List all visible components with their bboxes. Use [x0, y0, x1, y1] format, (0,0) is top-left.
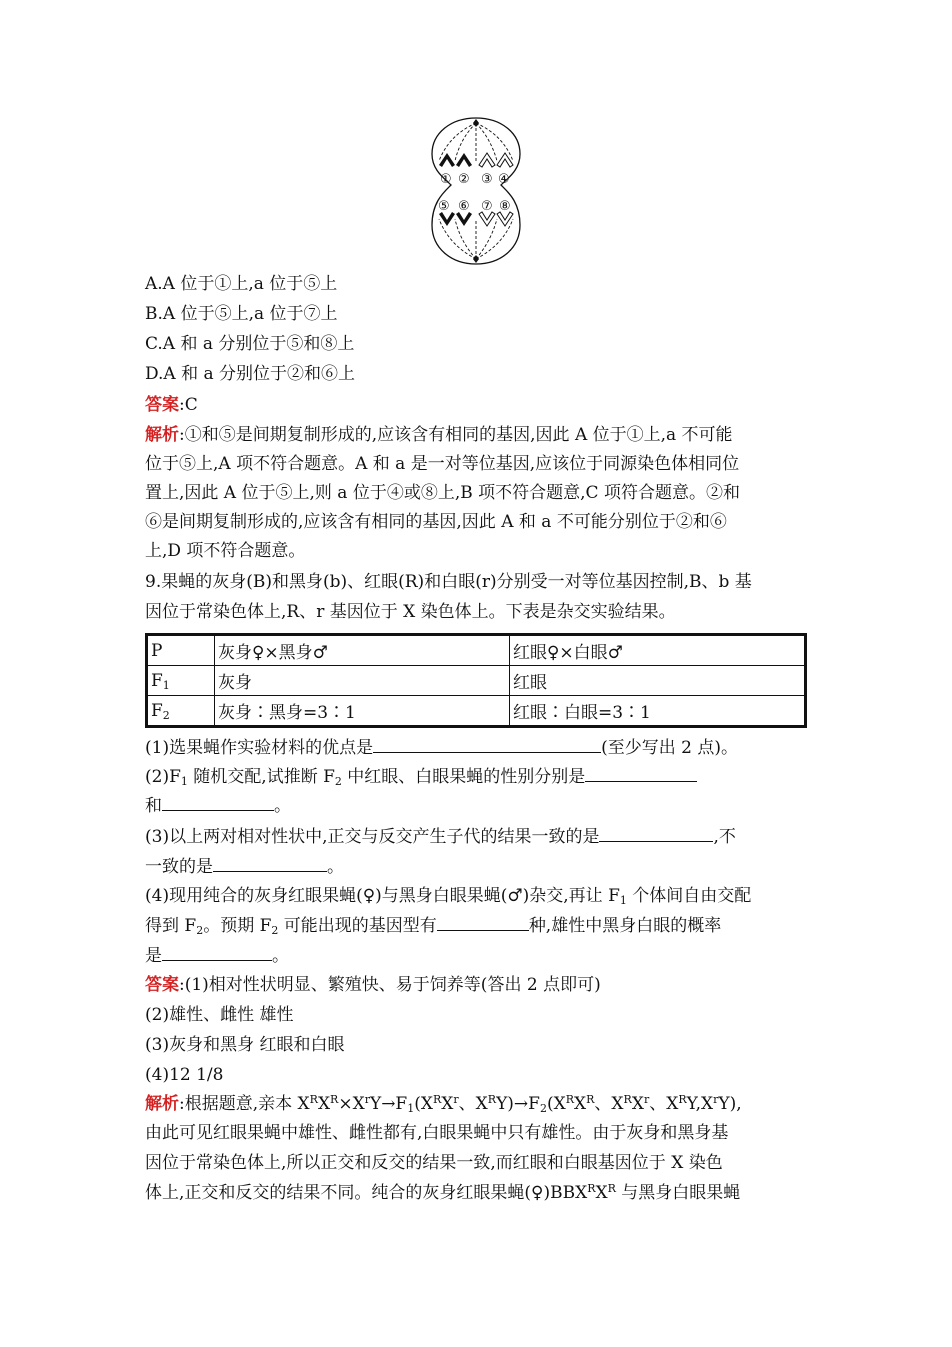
table-cell-generation: $F_1$ — [147, 666, 215, 696]
spindle-bottom — [439, 219, 513, 259]
table-cell-eye-color: 红眼∶白眼=3∶1 — [510, 696, 806, 727]
answer-blank[interactable] — [373, 736, 601, 753]
answer-blank[interactable] — [213, 855, 327, 872]
label-1: ① — [440, 172, 452, 187]
q8-analysis-line-5: 上,D 项不符合题意。 — [145, 541, 306, 561]
label-8: ⑧ — [499, 199, 511, 214]
label-4: ④ — [498, 172, 510, 187]
answer-blank[interactable] — [585, 765, 697, 782]
analysis-label: 解析 — [145, 425, 179, 445]
answer-blank[interactable] — [599, 825, 713, 842]
option-c: C.A 和 a 分别位于⑤和⑧上 — [145, 334, 355, 354]
q9-answer-line-4: (4)12 1/8 — [145, 1065, 224, 1085]
table-row — [147, 666, 806, 696]
q9-analysis-line-3: 因位于常染色体上,所以正交和反交的结果一致,而红眼和白眼基因位于 X 染色 — [145, 1153, 723, 1173]
q9-stem-line-1: 9.果蝇的灰身(B)和黑身(b)、红眼(R)和白眼(r)分别受一对等位基因控制,B、b 基 — [145, 572, 752, 592]
table-cell-generation: P — [147, 635, 215, 666]
table-cell-body-color: 灰身 — [215, 666, 510, 696]
question-1: (1)选果蝇作实验材料的优点是 (至少写出 2 点)。 — [145, 738, 738, 758]
label-3: ③ — [481, 172, 493, 187]
label-2: ② — [458, 172, 470, 187]
q8-analysis-line-3: 置上,因此 A 位于⑤上,则 a 位于④或⑧上,B 项不符合题意,C 项符合题意。②和 — [145, 483, 740, 503]
answer-label: 答案 — [145, 395, 179, 415]
answer-blank[interactable] — [162, 944, 272, 961]
q9-stem-line-2: 因位于常染色体上,R、r 基因位于 X 染色体上。下表是杂交实验结果。 — [145, 602, 676, 622]
label-5: ⑤ — [438, 199, 450, 214]
table-cell-body-color: 灰身∶黑身=3∶1 — [215, 696, 510, 727]
question-3-line-1: (3)以上两对相对性状中,正交与反交产生子代的结果一致的是 ,不 — [145, 827, 736, 847]
table-row — [147, 635, 806, 666]
table-cell-eye-color: 红眼 — [510, 666, 806, 696]
table-cell-body-color: 灰身♀×黑身♂ — [215, 635, 510, 666]
q9-answer-line-2: (2)雄性、雌性 雄性 — [145, 1005, 294, 1025]
table-cell-generation: $F_2$ — [147, 696, 215, 727]
table-cell-eye-color: 红眼♀×白眼♂ — [510, 635, 806, 666]
analysis-text: :①和⑤是间期复制形成的,应该含有相同的基因,因此 A 位于①上,a 不可能 — [179, 425, 733, 445]
centrosome-top — [473, 119, 479, 127]
table-row — [147, 696, 806, 727]
q9-analysis-line-1: 解析:根据题意,亲本 $X^RX^R\times X^rY\to F_1(X^RX^r$、$X^RY)\to F_2(X^RX^R$、$X^RX^r$、$X^RY,X^rY$), — [145, 1093, 742, 1115]
q8-analysis-line-4: ⑥是间期复制形成的,应该含有相同的基因,因此 A 和 a 不可能分别位于②和⑥ — [145, 512, 727, 532]
question-4-line-1: (4)现用纯合的灰身红眼果蝇(♀)与黑身白眼果蝇(♂)杂交,再让 $F_1$ 个体间自由交配 — [145, 886, 752, 907]
option-a: A.A 位于①上,a 位于⑤上 — [145, 274, 338, 294]
question-4-line-3: 是 。 — [145, 946, 289, 966]
spindle-top — [439, 123, 513, 161]
label-6: ⑥ — [458, 199, 470, 214]
question-4-line-2: 得到 $F_2$。预期 $F_2$ 可能出现的基因型有 种,雄性中黑身白眼的概率 — [145, 916, 722, 937]
q8-answer — [145, 394, 198, 416]
answer-label: 答案 — [145, 975, 179, 995]
option-b: B.A 位于⑤上,a 位于⑦上 — [145, 304, 338, 324]
question-2-line-1: $(2)F_1$ 随机交配,试推断 $F_2$ 中红眼、白眼果蝇的性别分别是 — [145, 765, 697, 788]
question-3-line-2: 一致的是 。 — [145, 857, 344, 877]
option-d: D.A 和 a 分别位于②和⑥上 — [145, 364, 356, 384]
q9-analysis-line-4: 体上,正交和反交的结果不同。纯合的灰身红眼果蝇$(♀)BBX^RX^R$ 与黑身白眼果蝇 — [145, 1182, 741, 1203]
q9-analysis-line-2: 由此可见红眼果蝇中雄性、雌性都有,白眼果蝇中只有雄性。由于灰身和黑身基 — [145, 1123, 729, 1143]
q8-analysis-line-1 — [145, 424, 733, 446]
answer-value: :C — [179, 395, 198, 415]
cell-division-figure — [425, 115, 527, 267]
q9-answer-line-3: (3)灰身和黑身 红眼和白眼 — [145, 1035, 345, 1055]
answer-blank[interactable] — [162, 794, 274, 811]
q9-answer-line-1: 答案:(1)相对性状明显、繁殖快、易于饲养等(答出 2 点即可) — [145, 975, 601, 995]
question-2-line-2: 和 。 — [145, 796, 291, 816]
q8-analysis-line-2: 位于⑤上,A 项不符合题意。A 和 a 是一对等位基因,应该位于同源染色体相同位 — [145, 454, 740, 474]
label-7: ⑦ — [481, 199, 493, 214]
analysis-label: 解析 — [145, 1094, 179, 1114]
cross-results-table — [145, 633, 807, 728]
answer-blank[interactable] — [437, 914, 529, 931]
centrosome-bottom — [473, 255, 479, 263]
